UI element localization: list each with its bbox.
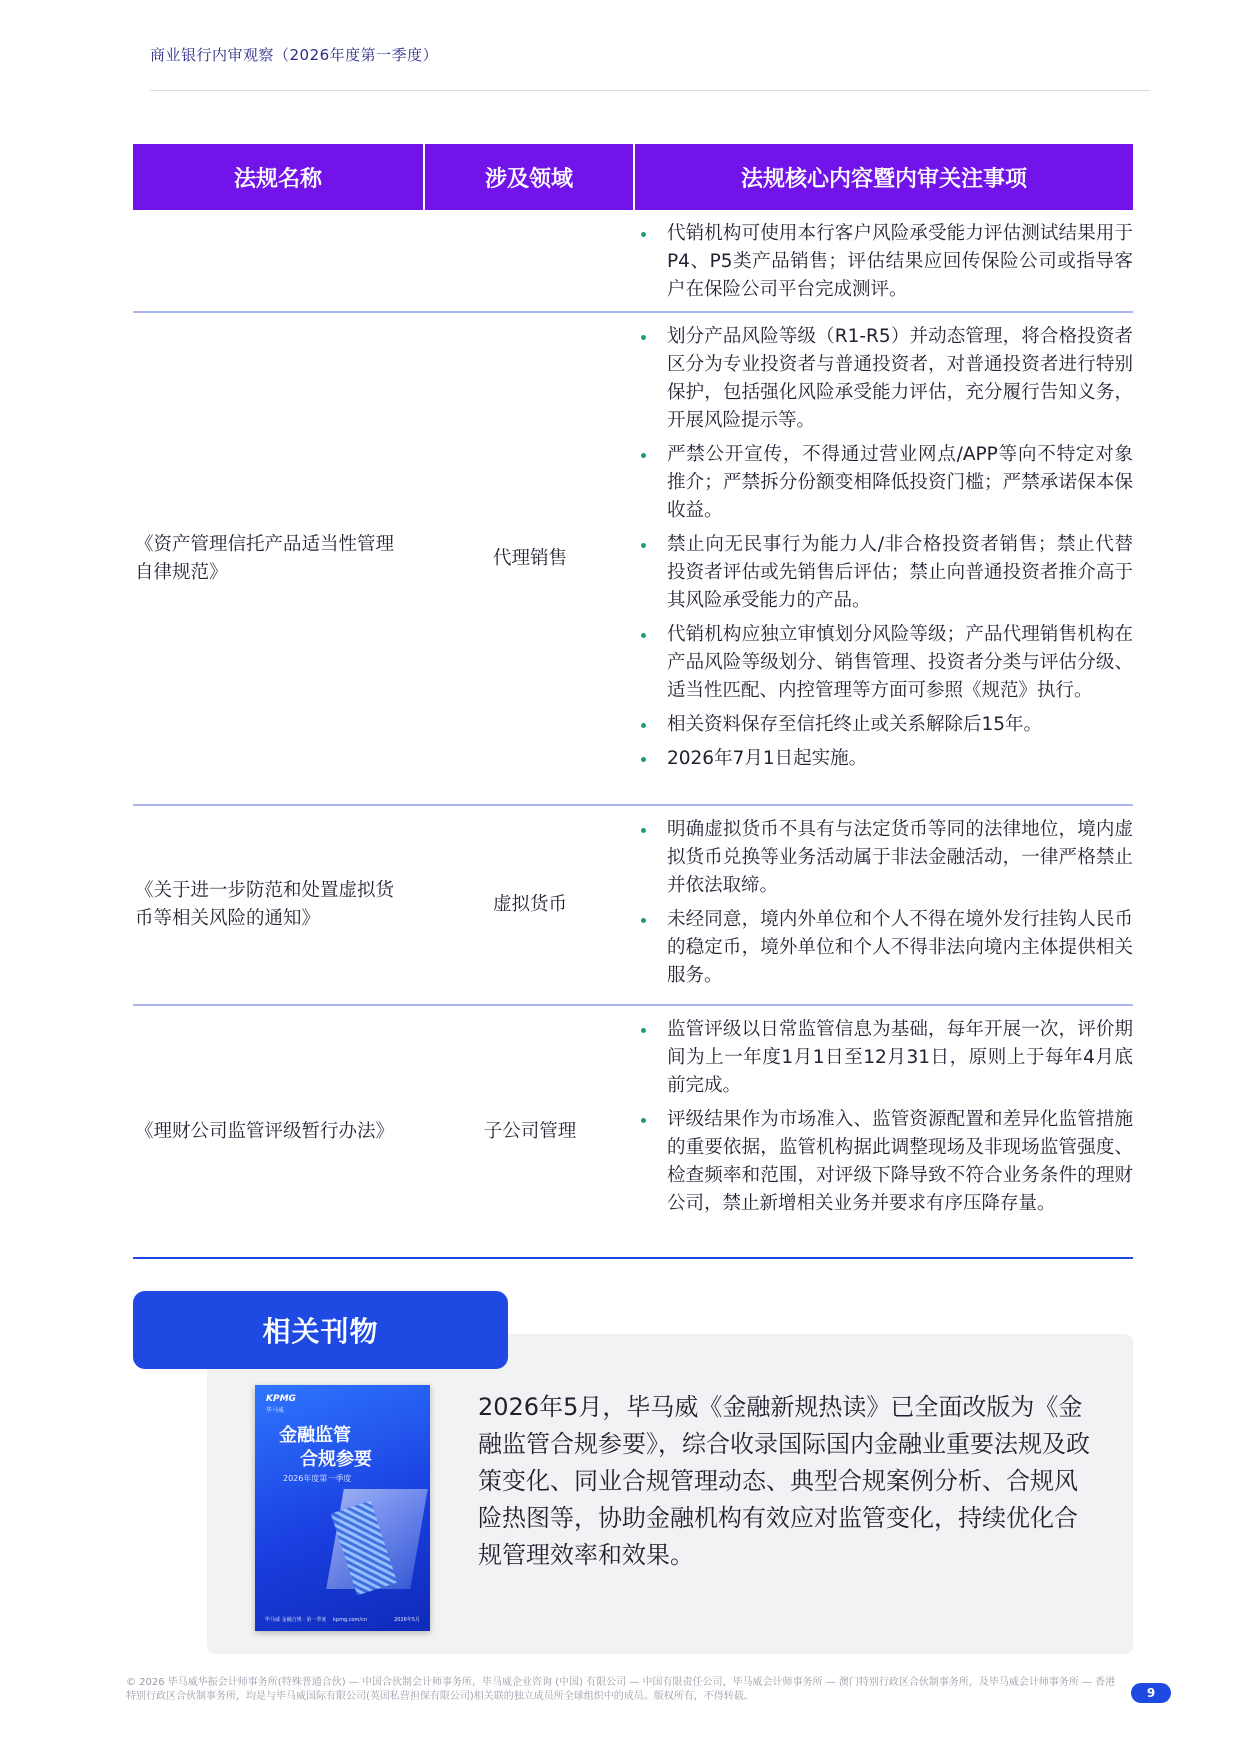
- cover-title-line1: 金融监管: [279, 1425, 351, 1446]
- cover-footer-mid: kpmg.com/cn: [333, 1617, 367, 1623]
- publication-cover-image[interactable]: [255, 1385, 430, 1631]
- bullet-point: 划分产品风险等级（R1-R5）并动态管理，将合格投资者区分为专业投资者与普通投资者，对普通投资者进行特别保护，包括强化风险承受能力评估，充分履行告知义务，开展风险提示等。: [635, 323, 1133, 435]
- col-header-regulation-name: 法规名称: [133, 144, 425, 210]
- bullet-point: 评级结果作为市场准入、监管资源配置和差异化监管措施的重要依据，监管机构据此调整现场及非现场监管强度、检查频率和范围，对评级下降导致不符合业务条件的理财公司，禁止新增相关业务并要求有序压降存量。: [635, 1106, 1133, 1218]
- regulation-name-cell: [133, 210, 425, 311]
- bullet-point: 禁止向无民事行为能力人/非合格投资者销售；禁止代替投资者评估或先销售后评估；禁止向普通投资者推介高于其风险承受能力的产品。: [635, 531, 1133, 615]
- bullet-point: 未经同意，境内外单位和个人不得在境外发行挂钩人民币的稳定币，境外单位和个人不得非法向境内主体提供相关服务。: [635, 906, 1133, 990]
- bullet-point: 明确虚拟货币不具有与法定货币等同的法律地位，境内虚拟货币兑换等业务活动属于非法金融活动，一律严格禁止并依法取缔。: [635, 816, 1133, 900]
- domain-cell: 代理销售: [492, 547, 567, 569]
- bullet-point: 严禁公开宣传，不得通过营业网点/APP等向不特定对象推介；严禁拆分份额变相降低投资门槛；严禁承诺保本保收益。: [635, 441, 1133, 525]
- domain-cell: 虚拟货币: [492, 894, 567, 915]
- bullet-point: 代销机构可使用本行客户风险承受能力评估测试结果用于P4、P5类产品销售；评估结果应回传保险公司或指导客户在保险公司平台完成测评。: [635, 220, 1133, 304]
- cover-subtitle: 2026年度第一季度: [283, 1474, 352, 1483]
- regulation-name-cell: 《关于进一步防范和处置虚拟货币等相关风险的通知》: [135, 880, 395, 929]
- kpmg-logo: KPMG: [266, 1394, 296, 1404]
- publication-description: 2026年5月，毕马威《金融新规热读》已全面改版为《金融监管合规参要》，综合收录国际国内金融业重要法规及政策变化、同业合规管理动态、典型合规案例分析、合规风险热图等，协助金融机构有效应对监管变化，持续优化合规管理效率和效果。: [478, 1393, 1090, 1569]
- table-header: [133, 144, 1133, 210]
- core-content-cell: [635, 806, 1133, 1004]
- domain-cell: 子公司管理: [483, 1120, 577, 1142]
- bullet-point: 相关资料保存至信托终止或关系解除后15年。: [635, 711, 1133, 739]
- core-content-cell: [635, 313, 1133, 804]
- kpmg-logo-subtitle: 毕马威: [266, 1407, 285, 1414]
- page-header-title: 商业银行内审观察（2026年度第一季度）: [150, 46, 439, 64]
- core-content-cell: [635, 210, 1133, 311]
- table-row: [133, 806, 1133, 1006]
- bullet-point: 监管评级以日常监管信息为基础，每年开展一次，评价期间为上一年度1月1日至12月31日，原则上于每年4月底前完成。: [635, 1016, 1133, 1100]
- table-row: [133, 210, 1133, 313]
- publication-section-title: 相关刊物: [133, 1291, 508, 1369]
- core-content-cell: [635, 1006, 1133, 1257]
- col-header-domain: 涉及领域: [425, 144, 635, 210]
- table-row: [133, 313, 1133, 806]
- cover-title-line2: 合规参要: [300, 1449, 372, 1470]
- bullet-point: 代销机构应独立审慎划分风险等级；产品代理销售机构在产品风险等级划分、销售管理、投资者分类与评估分级、适当性匹配、内控管理等方面可参照《规范》执行。: [635, 621, 1133, 705]
- header-divider: [150, 90, 1150, 91]
- regulation-table: [133, 144, 1133, 1259]
- page-number-badge: 9: [1131, 1683, 1171, 1703]
- copyright-footer: © 2026 毕马威华振会计师事务所(特殊普通合伙) — 中国合伙制会计师事务所，毕马威企业咨询 (中国) 有限公司 — 中国有限责任公司，毕马威会计师事务所 — 澳门特别行政区合伙制事务所，及毕马威会计师事务所 — 香港特别行政区合伙制事务所，均是与毕马威国际有限公司(英国私营担保有限公司)相关联的独立成员所全球组织中的成员。版权所有，不得转载。: [126, 1677, 1116, 1702]
- cover-footer-right: 2026年5月: [394, 1617, 420, 1623]
- domain-cell: [425, 210, 635, 311]
- col-header-core-content: 法规核心内容暨内审关注事项: [740, 166, 1027, 192]
- regulation-name-cell: 《资产管理信托产品适当性管理自律规范》: [135, 533, 395, 583]
- table-row: [133, 1006, 1133, 1259]
- regulation-name-cell: 《理财公司监管评级暂行办法》: [135, 1120, 395, 1142]
- bullet-point: 2026年7月1日起实施。: [635, 745, 1133, 773]
- cover-footer-left: 毕马威 金融合规 · 第一季度: [265, 1617, 327, 1623]
